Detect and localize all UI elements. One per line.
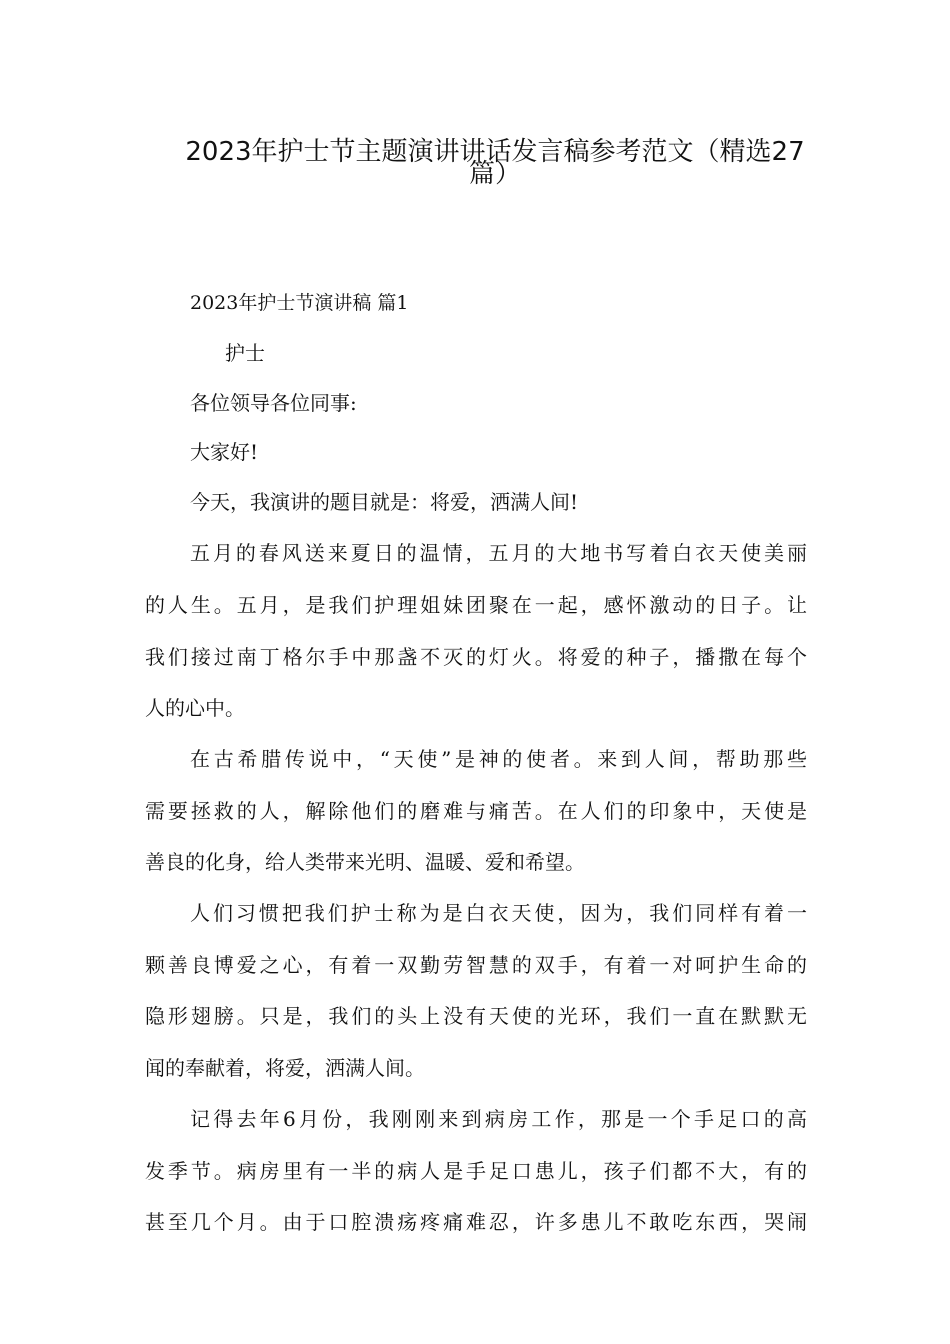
paragraph-line: 人的心中。	[145, 696, 245, 720]
paragraph-line: 的人生。五月，是我们护理姐妹团聚在一起，感怀激动的日子。让	[145, 593, 807, 617]
paragraph-line: 闻的奉献着，将爱，洒满人间。	[145, 1056, 425, 1080]
paragraph-line: 发季节。病房里有一半的病人是手足口患儿，孩子们都不大，有的	[145, 1159, 807, 1183]
paragraph-line: 人们习惯把我们护士称为是白衣天使，因为，我们同样有着一	[190, 901, 807, 925]
paragraph-line: 五月的春风送来夏日的温情，五月的大地书写着白衣天使美丽	[190, 541, 807, 565]
paragraph-line: 需要拯救的人，解除他们的磨难与痛苦。在人们的印象中，天使是	[145, 799, 807, 823]
paragraph-line: 颗善良博爱之心，有着一双勤劳智慧的双手，有着一对呵护生命的	[145, 953, 807, 977]
paragraph-line: 在古希腊传说中，“天使”是神的使者。来到人间，帮助那些	[190, 747, 807, 771]
paragraph-line: 善良的化身，给人类带来光明、温暖、爱和希望。	[145, 850, 585, 874]
greeting-line-2: 大家好!	[190, 440, 259, 464]
section-heading: 2023年护士节演讲稿 篇1	[190, 292, 409, 314]
paragraph-line: 今天，我演讲的题目就是：将爱，洒满人间!	[190, 490, 579, 514]
paragraph-line: 隐形翅膀。只是，我们的头上没有天使的光环，我们一直在默默无	[145, 1004, 807, 1028]
paragraph-line: 我们接过南丁格尔手中那盏不灭的灯火。将爱的种子，播撒在每个	[145, 645, 807, 669]
paragraph-line: 记得去年6月份，我刚刚来到病房工作，那是一个手足口的高	[190, 1107, 807, 1131]
greeting-line-1: 各位领导各位同事:	[190, 391, 357, 415]
document-title-line-1: 2023年护士节主题演讲讲话发言稿参考范文（精选27	[185, 137, 805, 167]
paragraph-line: 甚至几个月。由于口腔溃疡疼痛难忍，许多患儿不敢吃东西，哭闹	[145, 1210, 807, 1234]
document-title-line-2: 篇）	[468, 159, 521, 189]
author-line: 护士	[225, 341, 265, 365]
